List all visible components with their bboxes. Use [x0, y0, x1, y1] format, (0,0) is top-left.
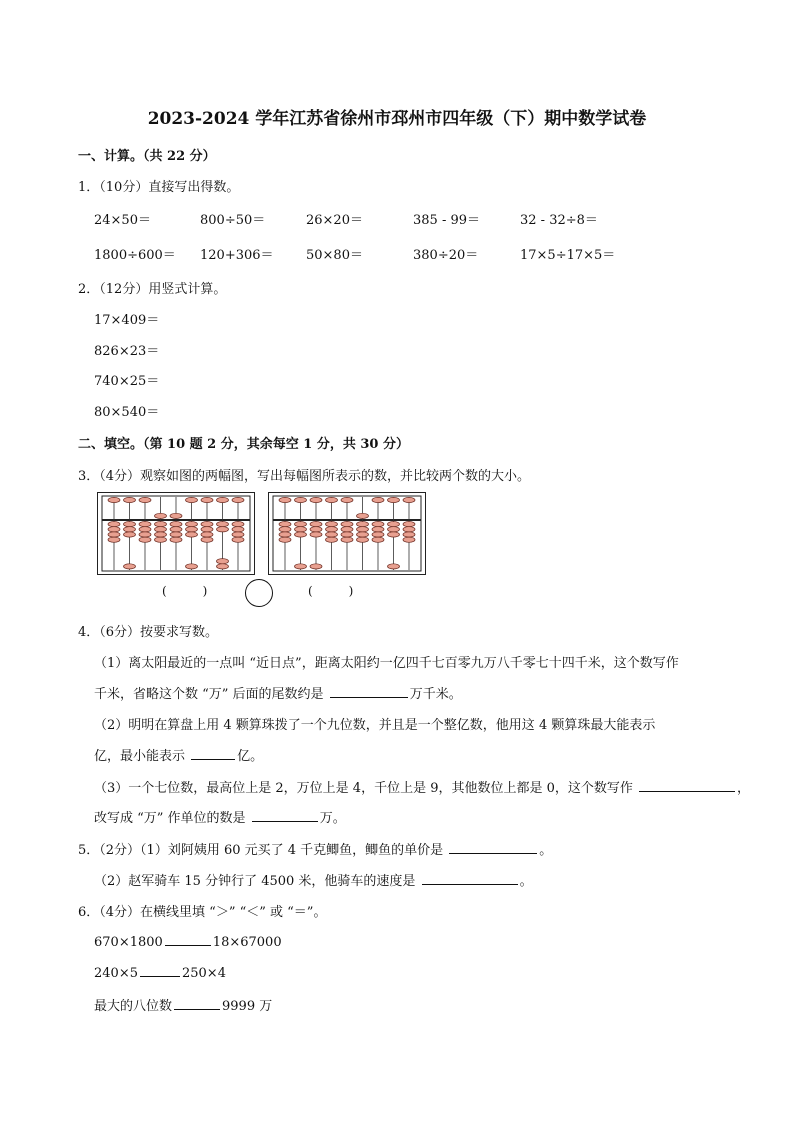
section-2-heading: 二、填空。（第 10 题 2 分，其余每空 1 分，共 30 分）	[78, 437, 409, 452]
abacus-lower-bead	[108, 527, 120, 532]
abacus-lower-bead	[326, 537, 338, 542]
q1-item: 50×80＝	[306, 248, 363, 263]
abacus-lower-bead	[217, 559, 229, 564]
abacus-lower-bead	[295, 564, 307, 569]
abacus-lower-bead	[310, 522, 322, 527]
abacus-lower-bead	[357, 522, 369, 527]
q1-item: 385 - 99＝	[413, 213, 481, 228]
abacus-lower-bead	[357, 527, 369, 532]
abacus-lower-bead	[217, 527, 229, 532]
abacus-upper-bead	[341, 497, 353, 502]
q5-text: 5．（2分）（1）刘阿姨用 60 元买了 4 千克鲫鱼，鲫鱼的单价是	[78, 843, 444, 858]
q5-period2: 。	[519, 874, 533, 889]
q6-right: 9999 万	[222, 999, 273, 1014]
abacus-lower-bead	[108, 532, 120, 537]
abacus-lower-bead	[155, 527, 167, 532]
abacus-lower-bead	[357, 537, 369, 542]
abacus-upper-bead	[217, 497, 229, 502]
abacus-lower-bead	[232, 527, 244, 532]
abacus-lower-bead	[372, 537, 384, 542]
abacus-upper-bead	[372, 497, 384, 502]
abacus-upper-bead	[295, 497, 307, 502]
abacus-left-image	[97, 492, 255, 575]
q6-right: 250×4	[181, 966, 226, 981]
q6-left: 670×1800	[94, 935, 163, 950]
q6-row	[94, 933, 282, 950]
abacus-lower-bead	[139, 527, 151, 532]
answer-blank[interactable]	[191, 747, 235, 760]
abacus-upper-bead	[357, 513, 369, 518]
abacus-lower-bead	[326, 527, 338, 532]
abacus-lower-bead	[232, 532, 244, 537]
abacus-upper-bead	[155, 513, 167, 518]
q6-row	[94, 995, 272, 1014]
q4-stem: 4．（6分）按要求写数。	[78, 625, 219, 640]
abacus-lower-bead	[279, 537, 291, 542]
abacus-lower-bead	[170, 522, 182, 527]
abacus-lower-bead	[357, 532, 369, 537]
abacus-lower-bead	[295, 522, 307, 527]
answer-blank[interactable]	[449, 841, 537, 854]
q5-line2	[94, 870, 533, 889]
abacus-upper-bead	[186, 497, 198, 502]
q4-p2-line2	[94, 745, 263, 764]
abacus-lower-bead	[388, 532, 400, 537]
abacus-lower-bead	[155, 522, 167, 527]
q4-p1-text: 千米，省略这个数 “万” 后面的尾数约是	[94, 687, 324, 702]
abacus-lower-bead	[232, 537, 244, 542]
abacus-lower-bead	[372, 522, 384, 527]
abacus-lower-bead	[124, 564, 136, 569]
q6-right: 18×67000	[212, 935, 282, 950]
abacus-lower-bead	[279, 527, 291, 532]
abacus-lower-bead	[124, 522, 136, 527]
answer-blank[interactable]	[165, 933, 211, 946]
q5-text2: （2）赵军骑车 15 分钟行了 4500 米，他骑车的速度是	[94, 874, 416, 889]
abacus-lower-bead	[186, 532, 198, 537]
answer-blank[interactable]	[174, 997, 220, 1010]
abacus-lower-bead	[403, 527, 415, 532]
abacus-lower-bead	[232, 522, 244, 527]
abacus-lower-bead	[403, 537, 415, 542]
q4-p3-line2	[94, 807, 346, 826]
abacus-lower-bead	[341, 532, 353, 537]
q3-answer-right[interactable]: ( )	[308, 584, 354, 598]
abacus-lower-bead	[279, 522, 291, 527]
abacus-lower-bead	[186, 564, 198, 569]
abacus-lower-bead	[217, 522, 229, 527]
q3-stem: 3．（4分）观察如图的两幅图，写出每幅图所表示的数，并比较两个数的大小。	[78, 469, 531, 484]
abacus-lower-bead	[170, 527, 182, 532]
abacus-upper-bead	[108, 497, 120, 502]
abacus-lower-bead	[310, 564, 322, 569]
abacus-upper-bead	[310, 497, 322, 502]
q4-p3-text2-end: 万。	[319, 811, 346, 826]
answer-blank[interactable]	[639, 779, 735, 792]
q4-p3-text: （3）一个七位数，最高位上是 2，万位上是 4，千位上是 9，其他数位上都是 0，这个数写作	[94, 781, 633, 796]
abacus-lower-bead	[139, 532, 151, 537]
q4-p2-text: 亿，最小能表示	[94, 749, 186, 764]
q3-compare-circle[interactable]	[245, 579, 273, 607]
abacus-upper-bead	[139, 497, 151, 502]
abacus-lower-bead	[201, 522, 213, 527]
abacus-lower-bead	[139, 522, 151, 527]
abacus-lower-bead	[326, 532, 338, 537]
abacus-lower-bead	[295, 532, 307, 537]
abacus-upper-bead	[232, 497, 244, 502]
abacus-upper-bead	[326, 497, 338, 502]
abacus-lower-bead	[186, 527, 198, 532]
q1-item: 800÷50＝	[200, 213, 266, 228]
q5-line1	[78, 839, 552, 858]
abacus-lower-bead	[403, 532, 415, 537]
abacus-right-image	[268, 492, 426, 575]
abacus-lower-bead	[310, 527, 322, 532]
abacus-lower-bead	[310, 532, 322, 537]
q4-p3-line1	[94, 777, 750, 796]
q4-p1-line1: （1）离太阳最近的一点叫 “近日点”，距离太阳约一亿四千七百零九万八千零七十四千米，这个数写作	[94, 656, 679, 671]
abacus-upper-bead	[124, 497, 136, 502]
abacus-lower-bead	[201, 537, 213, 542]
abacus-lower-bead	[403, 522, 415, 527]
abacus-lower-bead	[124, 532, 136, 537]
q6-left: 240×5	[94, 966, 138, 981]
abacus-lower-bead	[170, 532, 182, 537]
q4-p1-line2	[94, 683, 462, 702]
abacus-lower-bead	[372, 527, 384, 532]
abacus-lower-bead	[108, 537, 120, 542]
q4-p3-comma: ，	[737, 781, 751, 796]
abacus-lower-bead	[139, 537, 151, 542]
page-title: 2023-2024 学年江苏省徐州市邳州市四年级（下）期中数学试卷	[147, 109, 647, 129]
q1-item: 380÷20＝	[413, 248, 479, 263]
abacus-upper-bead	[279, 497, 291, 502]
answer-blank[interactable]	[422, 872, 518, 885]
abacus-lower-bead	[388, 527, 400, 532]
q3-answer-left[interactable]: ( )	[162, 584, 208, 598]
q1-item: 1800÷600＝	[94, 248, 176, 263]
abacus-lower-bead	[201, 527, 213, 532]
q2-stem: 2．（12分）用竖式计算。	[78, 282, 227, 297]
abacus-lower-bead	[326, 522, 338, 527]
abacus-lower-bead	[108, 522, 120, 527]
q4-p3-text2: 改写成 “万” 作单位的数是	[94, 811, 246, 826]
q1-item: 24×50＝	[94, 213, 151, 228]
abacus-lower-bead	[201, 532, 213, 537]
answer-blank[interactable]	[330, 685, 408, 698]
q1-item: 17×5÷17×5＝	[520, 248, 616, 263]
q6-left: 最大的八位数	[94, 999, 173, 1014]
q1-item: 26×20＝	[306, 213, 363, 228]
abacus-lower-bead	[341, 527, 353, 532]
abacus-upper-bead	[201, 497, 213, 502]
q2-item: 826×23＝	[94, 344, 160, 359]
q4-p2-text-end: 亿。	[237, 749, 264, 764]
abacus-lower-bead	[295, 527, 307, 532]
abacus-lower-bead	[186, 522, 198, 527]
q1-item: 32 - 32÷8＝	[520, 213, 598, 228]
q4-p2-line1: （2）明明在算盘上用 4 颗算珠拨了一个九位数，并且是一个整亿数，他用这 4 颗算珠最大能表示	[94, 718, 656, 733]
q2-item: 80×540＝	[94, 405, 160, 420]
abacus-lower-bead	[341, 537, 353, 542]
abacus-lower-bead	[170, 537, 182, 542]
abacus-lower-bead	[155, 532, 167, 537]
abacus-lower-bead	[341, 522, 353, 527]
q2-item: 17×409＝	[94, 313, 160, 328]
abacus-upper-bead	[403, 497, 415, 502]
q4-p1-text-end: 万千米。	[409, 687, 462, 702]
abacus-upper-bead	[388, 497, 400, 502]
abacus-lower-bead	[388, 522, 400, 527]
abacus-lower-bead	[279, 532, 291, 537]
abacus-lower-bead	[372, 532, 384, 537]
q5-period: 。	[539, 843, 553, 858]
answer-blank[interactable]	[140, 964, 180, 977]
q1-item: 120+306＝	[200, 248, 274, 263]
answer-blank[interactable]	[252, 809, 318, 822]
abacus-lower-bead	[217, 564, 229, 569]
q1-stem: 1．（10分）直接写出得数。	[78, 180, 240, 195]
abacus-upper-bead	[170, 513, 182, 518]
section-1-heading: 一、计算。（共 22 分）	[78, 149, 216, 164]
q6-stem: 6．（4分）在横线里填 “＞” “＜” 或 “＝”。	[78, 905, 327, 920]
abacus-lower-bead	[155, 537, 167, 542]
q2-item: 740×25＝	[94, 374, 160, 389]
abacus-lower-bead	[124, 527, 136, 532]
abacus-lower-bead	[388, 564, 400, 569]
q6-row	[94, 964, 226, 981]
